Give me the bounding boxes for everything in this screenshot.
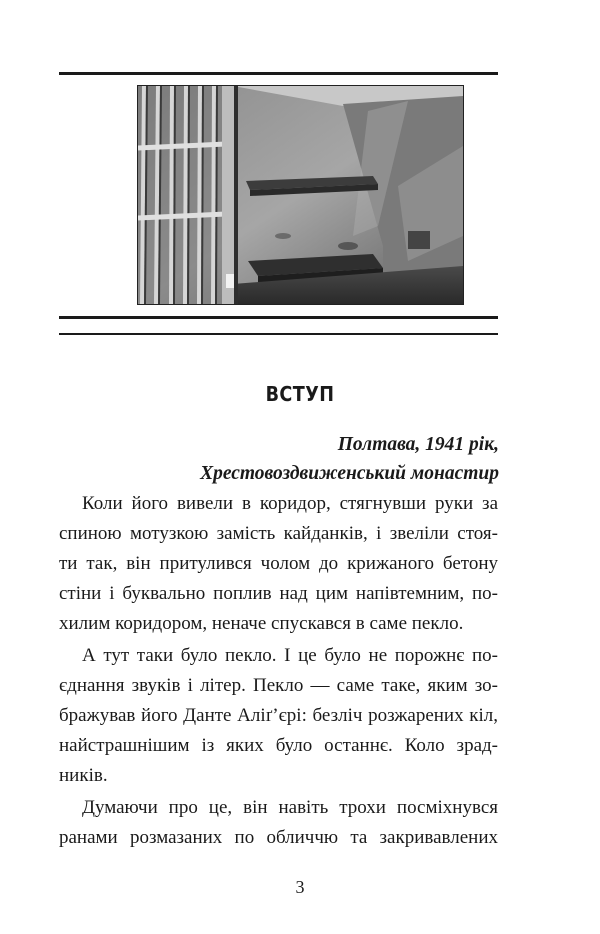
text-line: А тут таки було пекло. І це було не порожнє по-	[82, 645, 498, 666]
text-line: ників.	[59, 765, 108, 786]
middle-rule-upper	[59, 316, 498, 319]
text-line: ти так, він притулився чолом до крижаного бетону	[59, 553, 498, 574]
text-line: бражував його Данте Аліґ’єрі: безліч розжарених кіл,	[59, 705, 498, 726]
page-number: 3	[295, 877, 305, 897]
text-line: спиною мотузкою замість кайданків, і звеліли стоя-	[59, 523, 498, 544]
text-line: хилим коридором, неначе спускався в саме пекло.	[59, 613, 464, 634]
text-line: Коли його вивели в коридор, стягнувши руки за	[82, 493, 498, 514]
chapter-title: ВСТУП	[265, 382, 335, 406]
text-line: найстрашнішим із яких було останнє. Коло зрад-	[59, 735, 498, 756]
top-rule	[59, 72, 498, 75]
text-line: ранами розмазаних по обличчю та закривавлених	[59, 827, 498, 848]
place-line-2: Хрестовоздвиженський монастир	[200, 463, 499, 484]
text-line: стіни і буквально поплив над цим напівтемним, по-	[59, 583, 498, 604]
place-line-1: Полтава, 1941 рік,	[337, 434, 499, 455]
text-line: єднання звуків і літер. Пекло — саме таке, яким зо-	[59, 675, 498, 696]
middle-rule-lower	[59, 333, 498, 335]
text-line: Думаючи про це, він навіть трохи посміхнувся	[82, 797, 498, 818]
prison-cell-image	[138, 86, 463, 304]
chapter-illustration	[137, 85, 464, 305]
